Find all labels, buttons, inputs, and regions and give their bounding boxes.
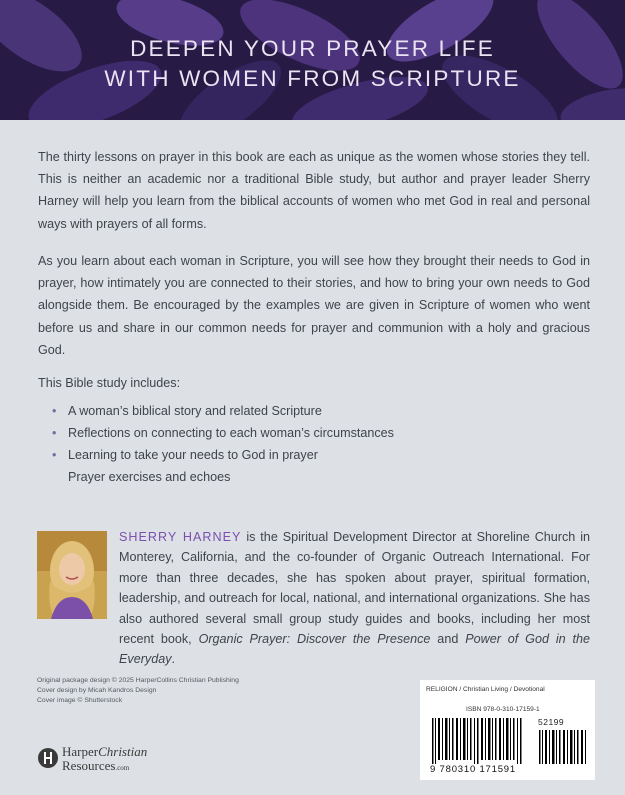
price-barcode <box>538 730 588 764</box>
list-item: • Reflections on connecting to each woman’s circumstances <box>52 422 394 444</box>
credit-line: Cover design by Micah Kandros Design <box>37 687 157 694</box>
includes-intro: This Bible study includes: <box>38 376 181 390</box>
author-photo <box>37 531 107 619</box>
description-paragraph-2: As you learn about each woman in Scripture, you will see how they brought their needs to God in prayer, how intimately you are connected to their stories, and how to bring your own needs to God alongside them. Be encouraged by the examples we are given in Scripture of women who went before us and share in our common needs for prayer and communion with a holy and gracious God. <box>38 254 590 357</box>
headline <box>0 34 625 94</box>
description-paragraph-1: The thirty lessons on prayer in this book are each as unique as the women whose stories they tell. This is neither an academic nor a traditional Bible study, but author and prayer leader Sherry Harney will help you learn from the biblical accounts of women who met God in real and personal ways with prayers of all forms. <box>38 150 590 231</box>
includes-list <box>52 400 394 488</box>
barcode-panel <box>420 680 595 780</box>
bullet-icon: • <box>52 426 57 440</box>
bullet-icon: • <box>52 448 57 462</box>
headline-line-2: WITH WOMEN FROM SCRIPTURE <box>104 66 521 91</box>
credit-line: Cover image © Shutterstock <box>37 697 123 704</box>
barcode-digits: 9 780310 171591 <box>430 764 516 775</box>
credits <box>37 676 239 706</box>
list-item: Prayer exercises and echoes <box>68 470 231 484</box>
list-item: • A woman’s biblical story and related Scripture <box>52 400 394 422</box>
price-code: 52199 <box>538 717 565 727</box>
bullet-icon: • <box>52 404 57 418</box>
header-banner <box>0 0 625 120</box>
author-name: SHERRY HARNEY <box>119 530 242 544</box>
headline-line-1: DEEPEN YOUR PRAYER LIFE <box>130 36 495 61</box>
book-title-1: Organic Prayer: Discover the Presence <box>198 632 431 647</box>
publisher-name-line-2: Resources.com <box>62 758 130 773</box>
list-item: • Learning to take your needs to God in prayer <box>52 444 394 466</box>
author-bio: SHERRY HARNEY is the Spiritual Development Director at Shoreline Church in Monterey, California, and the co-founder of Organic Outreach International. For more than three decades, she has spoken about prayer, spiritual formation, leadership, and outreach for local, national, and international organizations. She has also authored several small group study guides and books, including her most recent book, Organic Prayer: Discover the Presence and Power of God in the Everyday. <box>119 530 591 667</box>
publisher-name: HarperChristian <box>62 744 148 759</box>
isbn-label: ISBN 978-0-310-17159-1 <box>466 706 540 713</box>
credit-line: Original package design © 2025 HarperCollins Christian Publishing <box>37 677 239 684</box>
book-title-2: Power of God in the Everyday <box>119 632 591 667</box>
publisher-mark-icon <box>38 746 58 770</box>
isbn-barcode <box>430 718 530 764</box>
bisac-category: RELIGION / Christian Living / Devotional <box>426 686 545 693</box>
